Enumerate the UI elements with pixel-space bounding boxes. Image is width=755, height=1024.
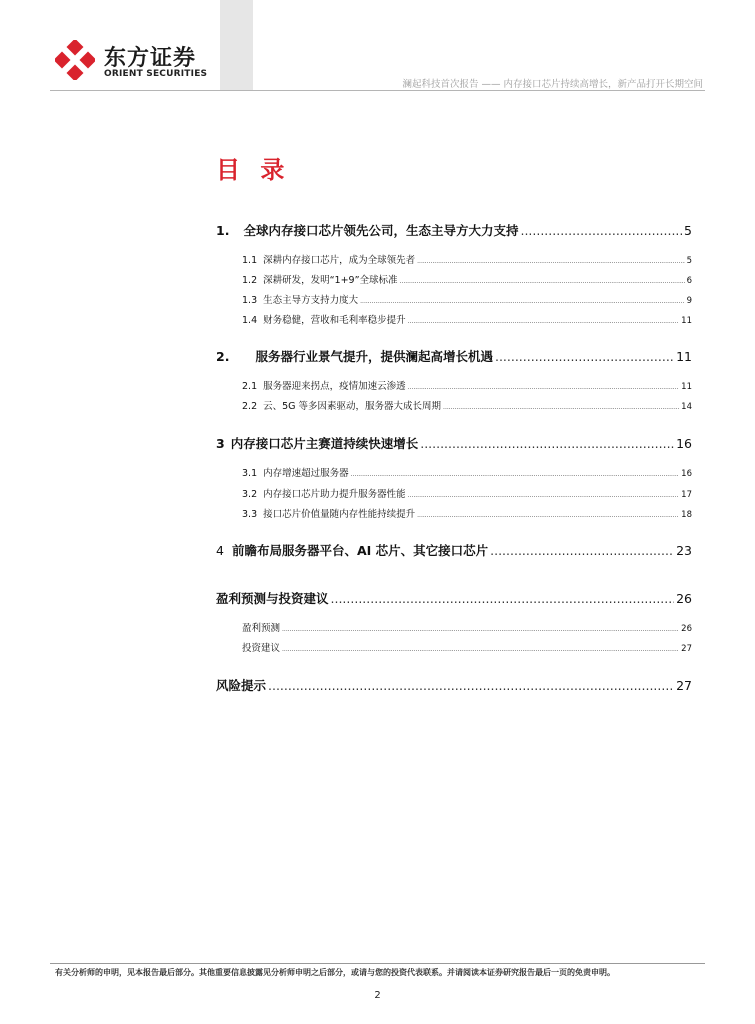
toc-entry-page: 14 (681, 402, 692, 412)
page-number: 2 (374, 990, 381, 1001)
toc-entry-1-4[interactable] (242, 312, 692, 326)
toc-entry-number: 3.3 (242, 509, 258, 520)
toc-title: 目 录 (216, 156, 291, 184)
toc-entry-label: 内存增速超过服务器 (263, 468, 349, 479)
toc-entry-page: 11 (681, 316, 692, 326)
toc-entry-page: 26 (681, 624, 692, 634)
toc-entry-number: 3.2 (242, 489, 258, 500)
toc-entry-number: 1.4 (242, 315, 258, 326)
header-divider (50, 90, 705, 91)
toc-entry-number: 3 (216, 436, 225, 451)
brand-name-en: ORIENT SECURITIES (104, 69, 208, 79)
toc-entry-risk[interactable] (216, 676, 692, 694)
toc-entry-3[interactable] (216, 434, 692, 452)
toc-entry-3-3[interactable] (242, 506, 692, 520)
toc-entry-1[interactable] (216, 221, 692, 239)
toc-entry-4[interactable] (216, 541, 692, 559)
toc-entry-label: 深耕研发，发明“1+9”全球标准 (263, 275, 398, 286)
toc-entry-number: 2.2 (242, 401, 258, 412)
toc-entry-label: 接口芯片价值量随内存性能持续提升 (263, 509, 416, 520)
toc-entry-label: 服务器行业景气提升，提供澜起高增长机遇 (255, 349, 493, 364)
toc-entry-page: 16 (681, 469, 692, 479)
toc-entry-page: 9 (686, 296, 692, 306)
toc-entry-label: 风险提示 (216, 678, 267, 693)
toc-entry-1-1[interactable] (242, 252, 692, 266)
toc-entry-page: 27 (676, 678, 692, 693)
toc-entry-page: 23 (676, 543, 692, 558)
toc-entry-label: 全球内存接口芯片领先公司，生态主导方大力支持 (243, 223, 519, 238)
footer-disclaimer: 有关分析师的申明，见本报告最后部分。其他重要信息披露见分析师申明之后部分，或请与您的投资代表联系。并请阅读本证券研究报告最后一页的免责申明。 (55, 968, 615, 977)
toc-entry-number: 4 (216, 543, 224, 558)
toc-entry-1-2[interactable] (242, 272, 692, 286)
footer-divider (50, 963, 705, 964)
toc-entry-number: 1.1 (242, 255, 258, 266)
toc-entry-label: 盈利预测 (242, 623, 281, 634)
toc-entry-number: 3.1 (242, 468, 258, 479)
toc-entry-label: 深耕内存接口芯片，成为全球领先者 (263, 255, 416, 266)
toc-entry-number: 1. (216, 223, 230, 238)
toc-entry-label: 财务稳健，营收和毛利率稳步提升 (263, 315, 406, 326)
toc-entry-page: 27 (681, 644, 692, 654)
toc-entry-2-2[interactable] (242, 398, 692, 412)
toc-entry-label: 盈利预测与投资建议 (216, 591, 329, 606)
toc-entry-3-1[interactable] (242, 465, 692, 479)
toc-entry-2[interactable] (216, 347, 692, 365)
toc-entry-page: 11 (681, 382, 692, 392)
toc-entry-page: 6 (686, 276, 692, 286)
toc-entry-page: 16 (676, 436, 692, 451)
orient-securities-logo-icon (55, 40, 95, 80)
toc-entry-label: 前瞻布局服务器平台、AI 芯片、其它接口芯片 (231, 543, 489, 558)
brand-name-cn: 东方证券 (104, 46, 197, 71)
toc-entry-1-3[interactable] (242, 292, 692, 306)
header-decor-bar (220, 0, 253, 90)
toc-entry-forecast[interactable] (216, 589, 692, 607)
toc-entry-page: 18 (681, 510, 692, 520)
toc-entry-page: 26 (676, 591, 692, 606)
toc-entry-label: 内存接口芯片助力提升服务器性能 (263, 489, 406, 500)
toc-entry-number: 2.1 (242, 381, 258, 392)
toc-entry-label: 内存接口芯片主赛道持续快速增长 (230, 436, 419, 451)
toc-entry-number: 1.2 (242, 275, 258, 286)
toc-entry-number: 2. (216, 349, 230, 364)
toc-entry-page: 17 (681, 490, 692, 500)
toc-entry-profit-forecast[interactable] (242, 620, 692, 634)
toc-entry-label: 服务器迎来拐点，疫情加速云渗透 (263, 381, 406, 392)
toc-entry-2-1[interactable] (242, 378, 692, 392)
report-title: 澜起科技首次报告 —— 内存接口芯片持续高增长，新产品打开长期空间 (402, 79, 703, 90)
toc-entry-label: 生态主导方支持力度大 (263, 295, 359, 306)
toc-entry-page: 11 (676, 349, 692, 364)
toc-entry-label: 云、5G 等多因素驱动，服务器大成长周期 (263, 401, 442, 412)
toc-entry-investment-advice[interactable] (242, 640, 692, 654)
toc-entry-3-2[interactable] (242, 486, 692, 500)
toc-entry-page: 5 (684, 223, 692, 238)
toc-entry-page: 5 (686, 256, 692, 266)
toc-entry-number: 1.3 (242, 295, 258, 306)
toc-entry-label: 投资建议 (242, 643, 281, 654)
